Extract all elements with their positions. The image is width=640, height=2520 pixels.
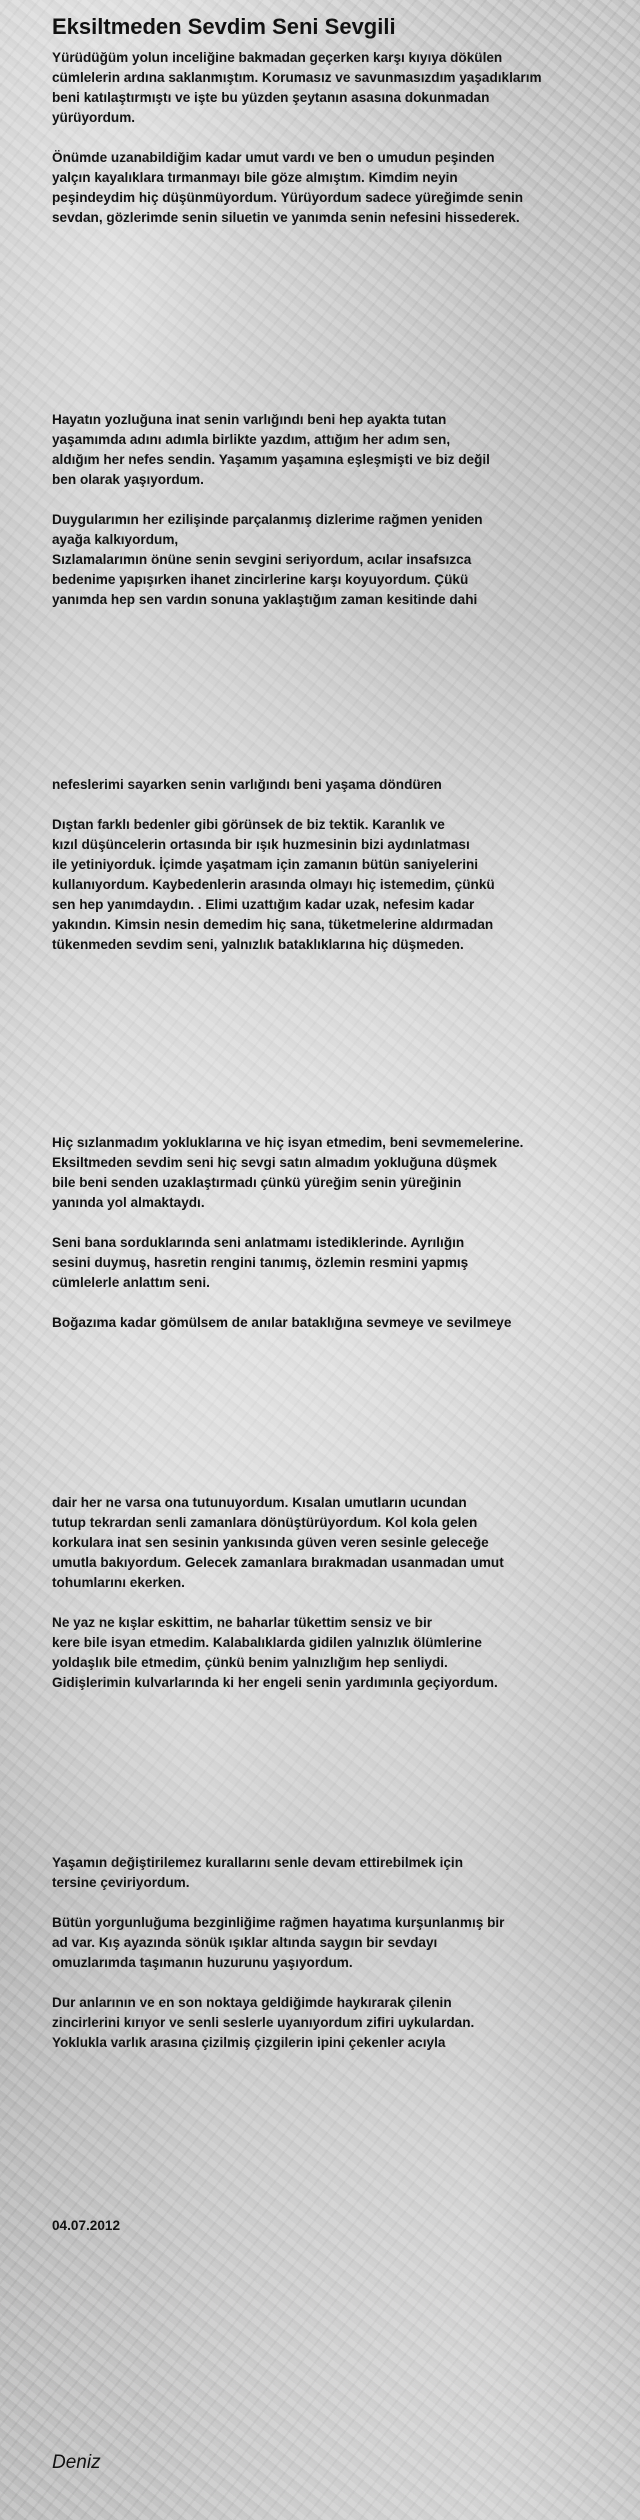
paragraph: Yürüdüğüm yolun inceliğine bakmadan geçerken karşı kıyıya dökülen cümlelerin ardına saklanmıştım. Korumasız ve savunmasızdım yaşadıklarım beni katılaştırmıştı ve işte bu yüzden şeytanın asasına dokunmadan yürüyordum.: [52, 50, 542, 125]
paragraph: Yaşamın değiştirilemez kurallarını senle devam ettirebilmek için tersine çeviriyordum.: [52, 1855, 464, 1890]
paragraph: dair her ne varsa ona tutunuyordum. Kısalan umutların ucundan tutup tekrardan senli zamanlara dönüştürüyordum. Kol kola gelen korkulara inat sen sesinin yankısında güven veren sesinle geleceğe umutla bakıyordum. Gelecek zamanlara bırakmadan usanmadan umut tohumlarını ekerken.: [52, 1495, 504, 1590]
paragraph: Önümde uzanabildiğim kadar umut vardı ve ben o umudun peşinden yalçın kayalıklara tırmanmayı bile göze almıştım. Kimdim neyin peşindeydim hiç düşünmüyordum. Yürüyordum sadece yüreğimde senin sevdan, gözlerimde senin siluetin ve yanımda senin nefesini hissederek.: [52, 150, 524, 225]
paragraph: Hayatın yozluğuna inat senin varlığındı beni hep ayakta tutan yaşamımda adını adımla birlikte yazdım, attığım her adım sen, aldığım her nefes sendin. Yaşamım yaşamına eşleşmişti ve biz değil ben olarak yaşıyordum.: [52, 412, 490, 487]
page-title: Eksiltmeden Sevdim Seni Sevgili: [52, 14, 396, 39]
text-block-3: [52, 775, 627, 955]
paragraph: Hiç sızlanmadım yokluklarına ve hiç isyan etmedim, beni sevmemelerine. Eksiltmeden sevdim seni hiç sevgi satın almadım yokluğuna düşmek bile beni senden uzaklaştırmadı çünkü yüreğim senin yüreğinin yanında yol almaktaydı.: [52, 1135, 524, 1210]
paragraph: Dur anlarının ve en son noktaya geldiğimde haykırarak çilenin zincirlerini kırıyor ve senli seslerle uyanıyordum zifiri uykulardan. Yoklukla varlık arasına çizilmiş çizgilerin ipini çekenler acıyla: [52, 1995, 475, 2050]
paragraph: Duygularımın her ezilişinde parçalanmış dizlerime rağmen yeniden ayağa kalkıyordum, Sızlamalarımın önüne senin sevgini seriyordum, acılar insafsızca bedenime yapışırken ihanet zincirlerine karşı koyuyordum. Çükü yanımda hep sen vardın sonuna yaklaştığım zaman kesitinde dahi: [52, 512, 483, 607]
publish-date: 04.07.2012: [52, 2218, 121, 2233]
paragraph: nefeslerimi sayarken senin varlığındı beni yaşama döndüren: [52, 777, 442, 792]
text-block-5: [52, 1493, 627, 1693]
paragraph: Bütün yorgunluğuma bezginliğime rağmen hayatıma kurşunlanmış bir ad var. Kış ayazında sönük ışıklar altında saygın bir sevdayı omuzlarımda taşımanın huzurunu yaşıyordum.: [52, 1915, 505, 1970]
text-block-1: [52, 48, 627, 228]
text-block-4: [52, 1133, 627, 1333]
text-block-2: [52, 410, 627, 610]
text-block-6: [52, 1853, 627, 2053]
paragraph: Dıştan farklı bedenler gibi görünsek de biz tektik. Karanlık ve kızıl düşüncelerin ortasında bir ışık huzmesinin bizi aydınlatması ile yetiniyorduk. İçimde yaşatmam için zamanın bütün saniyelerini kullanıyordum. Kaybedenlerin arasında olmayı hiç istemedim, çünkü sen hep yanımdaydın. . Elimi uzattığım kadar uzak, nefesim kadar yakındın. Kimsin nesin demedim hiç sana, tüketmelerine aldırmadan tükenmeden sevdim seni, yalnızlık bataklıklarına hiç düşmeden.: [52, 817, 495, 952]
paragraph: Boğazıma kadar gömülsem de anılar bataklığına sevmeye ve sevilmeye: [52, 1315, 512, 1330]
author-signature: Deniz: [52, 2452, 101, 2473]
paragraph: Ne yaz ne kışlar eskittim, ne baharlar tükettim sensiz ve bir kere bile isyan etmedim. Kalabalıklarda gidilen yalnızlık ölümlerine yoldaşlık bile etmedim, çünkü benim yalnızlığım hep senliydi. Gidişlerimin kulvarlarında ki her engeli senin yardımınla geçiyordum.: [52, 1615, 498, 1690]
paragraph: Seni bana sorduklarında seni anlatmamı istediklerinde. Ayrılığın sesini duymuş, hasretin rengini tanımış, özlemin resmini yapmış cümlelerle anlattım seni.: [52, 1235, 469, 1290]
